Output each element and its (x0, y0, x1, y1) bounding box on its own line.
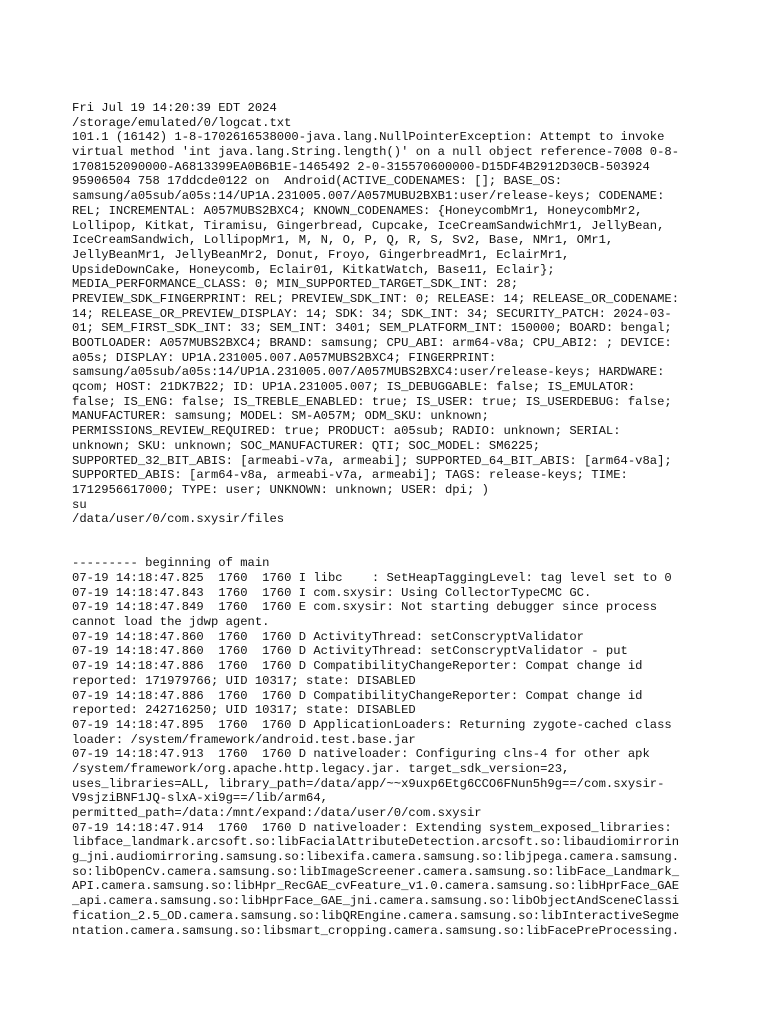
build-info-line: UpsideDownCake, Honeycomb, Eclair01, KitkatWatch, Base11, Eclair}; (72, 262, 555, 277)
log-entry-line: 07-19 14:18:47.886 1760 1760 D CompatibilityChangeReporter: Compat change id (72, 659, 643, 674)
section-spacer (72, 527, 712, 556)
log-block (72, 556, 712, 938)
build-info-line: MEDIA_PERFORMANCE_CLASS: 0; MIN_SUPPORTED_TARGET_SDK_INT: 28; (72, 277, 519, 292)
build-info-line: MANUFACTURER: samsung; MODEL: SM-A057M; ODM_SKU: unknown; (72, 409, 489, 424)
build-info-line: IceCreamSandwich, LollipopMr1, M, N, O, P, Q, R, S, Sv2, Base, NMr1, OMr1, (72, 233, 614, 248)
log-entry-line: reported: 242716250; UID 10317; state: DISABLED (72, 703, 416, 718)
log-entry-line: _api.camera.samsung.so:libHprFace_GAE_jni.camera.samsung.so:libObjectAndSceneClassi (72, 894, 680, 909)
log-entry-line: 07-19 14:18:47.860 1760 1760 D ActivityThread: setConscryptValidator - put (72, 644, 628, 659)
log-entry-line: 07-19 14:18:47.895 1760 1760 D ApplicationLoaders: Returning zygote-cached class (72, 717, 672, 732)
log-entry-line: /system/framework/org.apache.http.legacy.jar. target_sdk_version=23, (72, 761, 570, 776)
log-entry-line: 07-19 14:18:47.825 1760 1760 I libc : SetHeapTaggingLevel: tag level set to 0 (72, 571, 672, 586)
log-entry-line: permitted_path=/data:/mnt/expand:/data/user/0/com.sxysir (72, 806, 482, 821)
build-info-line: 1712956617000; TYPE: user; UNKNOWN: unknown; USER: dpi; ) (72, 482, 489, 497)
build-info-line: a05s; DISPLAY: UP1A.231005.007.A057MUBS2BXC4; FINGERPRINT: (72, 350, 497, 365)
timestamp-line: Fri Jul 19 14:20:39 EDT 2024 (72, 101, 277, 115)
header-block (72, 101, 712, 527)
log-entry-line: 07-19 14:18:47.843 1760 1760 I com.sxysir: Using CollectorTypeCMC GC. (72, 585, 592, 600)
file-path-line: /storage/emulated/0/logcat.txt (72, 115, 292, 130)
build-info-line: 01; SEM_FIRST_SDK_INT: 33; SEM_INT: 3401; SEM_PLATFORM_INT: 150000; BOARD: bengal; (72, 321, 672, 336)
build-info-line: 95906504 758 17ddcde0122 on Android(ACTIVE_CODENAMES: []; BASE_OS: (72, 174, 563, 189)
build-info-line: samsung/a05sub/a05s:14/UP1A.231005.007/A057MUBS2BXC4:user/release-keys; HARDWARE: (72, 365, 665, 380)
build-info-line: unknown; SKU: unknown; SOC_MANUFACTURER: QTI; SOC_MODEL: SM6225; (72, 438, 541, 453)
exception-line: virtual method 'int java.lang.String.length()' on a null object reference-7008 0-8- (72, 145, 680, 160)
log-entry-line: 07-19 14:18:47.914 1760 1760 D nativeloader: Extending system_exposed_libraries: (72, 820, 672, 835)
log-entry-line: ntation.camera.samsung.so:libsmart_cropping.camera.samsung.so:libFacePreProcessing. (72, 923, 680, 938)
log-entry-line: API.camera.samsung.so:libHpr_RecGAE_cvFeature_v1.0.camera.samsung.so:libHprFace_GAE (72, 879, 680, 894)
log-entry-line: 07-19 14:18:47.913 1760 1760 D nativeloader: Configuring clns-4 for other apk (72, 747, 650, 762)
build-info-line: SUPPORTED_32_BIT_ABIS: [armeabi-v7a, armeabi]; SUPPORTED_64_BIT_ABIS: [arm64-v8a]; (72, 453, 672, 468)
command-line: su (72, 497, 87, 512)
build-info-line: 14; RELEASE_OR_PREVIEW_DISPLAY: 14; SDK: 34; SDK_INT: 34; SECURITY_PATCH: 2024-03- (72, 306, 672, 321)
log-section-marker: --------- beginning of main (72, 556, 270, 571)
log-entry-line: V9sjziBNF1JQ-slxA-xi9g==/lib/arm64, (72, 791, 328, 806)
log-entry-line: loader: /system/framework/android.test.base.jar (72, 732, 416, 747)
build-info-line: qcom; HOST: 21DK7B22; ID: UP1A.231005.007; IS_DEBUGGABLE: false; IS_EMULATOR: (72, 380, 636, 395)
log-entry-line: fication_2.5_OD.camera.samsung.so:libQREngine.camera.samsung.so:libInteractiveSegme (72, 908, 680, 923)
build-info-line: JellyBeanMr1, JellyBeanMr2, Donut, Froyo, GingerbreadMr1, EclairMr1, (72, 247, 570, 262)
log-entry-line: reported: 171979766; UID 10317; state: DISABLED (72, 673, 416, 688)
build-info-line: REL; INCREMENTAL: A057MUBS2BXC4; KNOWN_CODENAMES: {HoneycombMr1, HoneycombMr2, (72, 203, 643, 218)
build-info-line: false; IS_ENG: false; IS_TREBLE_ENABLED: true; IS_USER: true; IS_USERDEBUG: false; (72, 394, 672, 409)
log-entry-line: 07-19 14:18:47.849 1760 1760 E com.sxysir: Not starting debugger since process (72, 600, 658, 615)
log-entry-line: 07-19 14:18:47.886 1760 1760 D CompatibilityChangeReporter: Compat change id (72, 688, 643, 703)
log-entry-line: libface_landmark.arcsoft.so:libFacialAttributeDetection.arcsoft.so:libaudiomirrorin (72, 835, 680, 850)
log-entry-line: uses_libraries=ALL, library_path=/data/app/~~x9uxp6Etg6CCO6FNun5h9g==/com.sxysir- (72, 776, 665, 791)
log-entry-line: 07-19 14:18:47.860 1760 1760 D ActivityThread: setConscryptValidator (72, 629, 584, 644)
exception-line: 101.1 (16142) 1-8-1702616538000-java.lang.NullPointerException: Attempt to invoke (72, 130, 665, 145)
build-info-line: SUPPORTED_ABIS: [arm64-v8a, armeabi-v7a, armeabi]; TAGS: release-keys; TIME: (72, 468, 628, 483)
logcat-document (72, 101, 712, 938)
log-entry-line: so:libOpenCv.camera.samsung.so:libImageScreener.camera.samsung.so:libFace_Landmark_ (72, 864, 680, 879)
directory-path-line: /data/user/0/com.sxysir/files (72, 512, 285, 527)
build-info-line: BOOTLOADER: A057MUBS2BXC4; BRAND: samsung; CPU_ABI: arm64-v8a; CPU_ABI2: ; DEVICE: (72, 336, 672, 350)
build-info-line: PERMISSIONS_REVIEW_REQUIRED: true; PRODUCT: a05sub; RADIO: unknown; SERIAL: (72, 424, 621, 439)
build-info-line: samsung/a05sub/a05s:14/UP1A.231005.007/A057MUBU2BXB1:user/release-keys; CODENAME: (72, 189, 665, 204)
build-info-line: Lollipop, Kitkat, Tiramisu, Gingerbread, Cupcake, IceCreamSandwichMr1, JellyBean, (72, 218, 665, 233)
exception-line: 1708152090000-A6813399EA0B6B1E-1465492 2-0-315570600000-D15DF4B2912D30CB-503924 (72, 159, 650, 174)
log-entry-line: cannot load the jdwp agent. (72, 615, 270, 630)
build-info-line: PREVIEW_SDK_FINGERPRINT: REL; PREVIEW_SDK_INT: 0; RELEASE: 14; RELEASE_OR_CODENAME: (72, 291, 680, 306)
log-entry-line: g_jni.audiomirroring.samsung.so:libexifa.camera.samsung.so:libjpega.camera.samsung. (72, 850, 680, 865)
